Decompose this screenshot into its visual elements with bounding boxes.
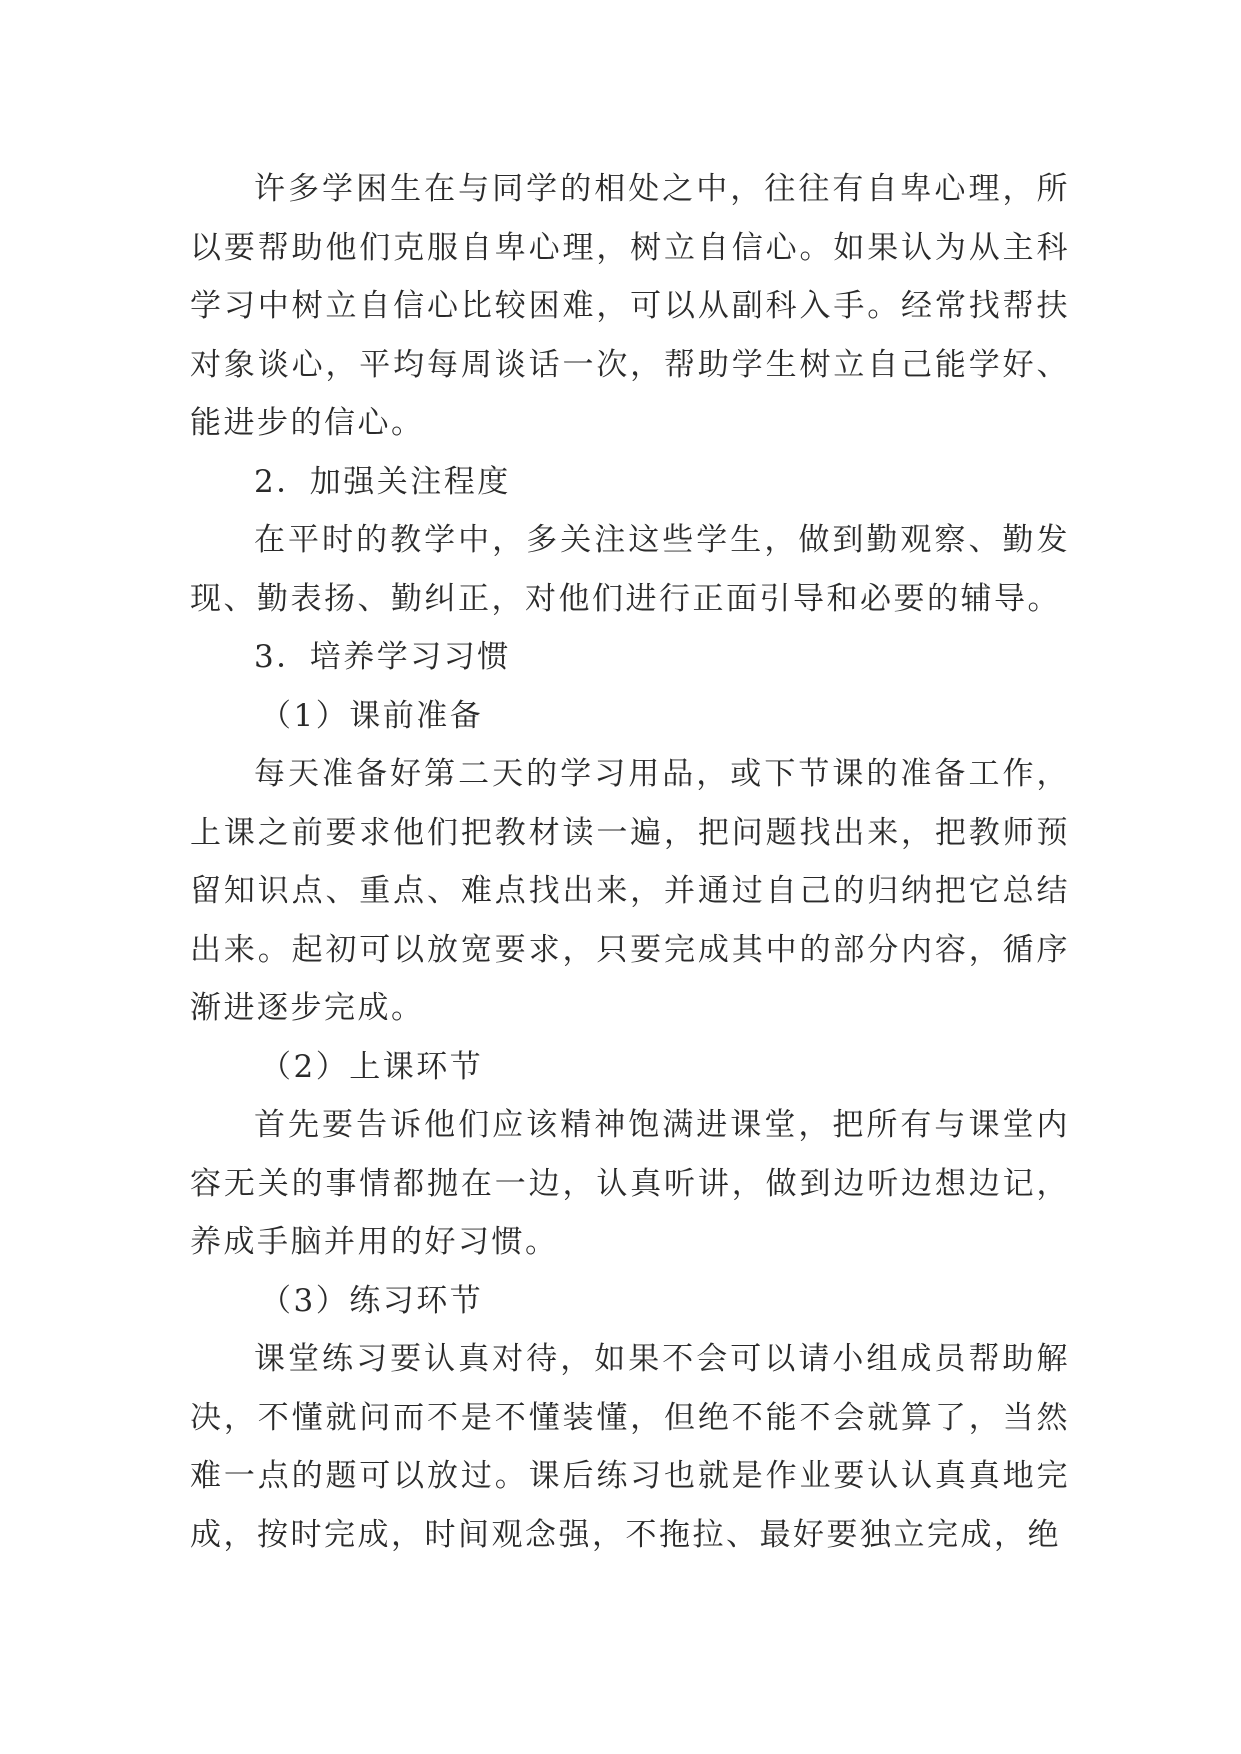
paragraph-attention: 在平时的教学中，多关注这些学生，做到勤观察、勤发现、勤表扬、勤纠正，对他们进行正面引导和必要的辅导。 bbox=[190, 522, 1070, 617]
paragraph-class: 首先要告诉他们应该精神饱满进课堂，把所有与课堂内容无关的事情都抛在一边，认真听讲，做到边听边想边记，养成手脑并用的好习惯。 bbox=[190, 1107, 1070, 1260]
paragraph-preparation: 每天准备好第二天的学习用品，或下节课的准备工作，上课之前要求他们把教材读一遍，把问题找出来，把教师预留知识点、重点、难点找出来，并通过自己的归纳把它总结出来。起初可以放宽要求，只要完成其中的部分内容，循序渐进逐步完成。 bbox=[190, 756, 1070, 1026]
document-body bbox=[190, 160, 1070, 1564]
paragraph-practice: 课堂练习要认真对待，如果不会可以请小组成员帮助解决，不懂就问而不是不懂装懂，但绝不能不会就算了，当然难一点的题可以放过。课后练习也就是作业要认认真真地完成，按时完成，时间观念强，不拖拉、最好要独立完成，绝 bbox=[190, 1341, 1070, 1553]
heading-study-habits: 3．培养学习习惯 bbox=[254, 639, 511, 675]
subheading-preparation: （1）课前准备 bbox=[260, 697, 484, 734]
paragraph-self-confidence: 许多学困生在与同学的相处之中，往往有自卑心理，所以要帮助他们克服自卑心理，树立自信心。如果认为从主科学习中树立自信心比较困难，可以从副科入手。经常找帮扶对象谈心，平均每周谈话一次，帮助学生树立自己能学好、能进步的信心。 bbox=[190, 171, 1070, 441]
heading-attention: 2．加强关注程度 bbox=[254, 463, 511, 500]
subheading-class: （2）上课环节 bbox=[260, 1048, 484, 1085]
subheading-practice: （3）练习环节 bbox=[260, 1282, 484, 1319]
